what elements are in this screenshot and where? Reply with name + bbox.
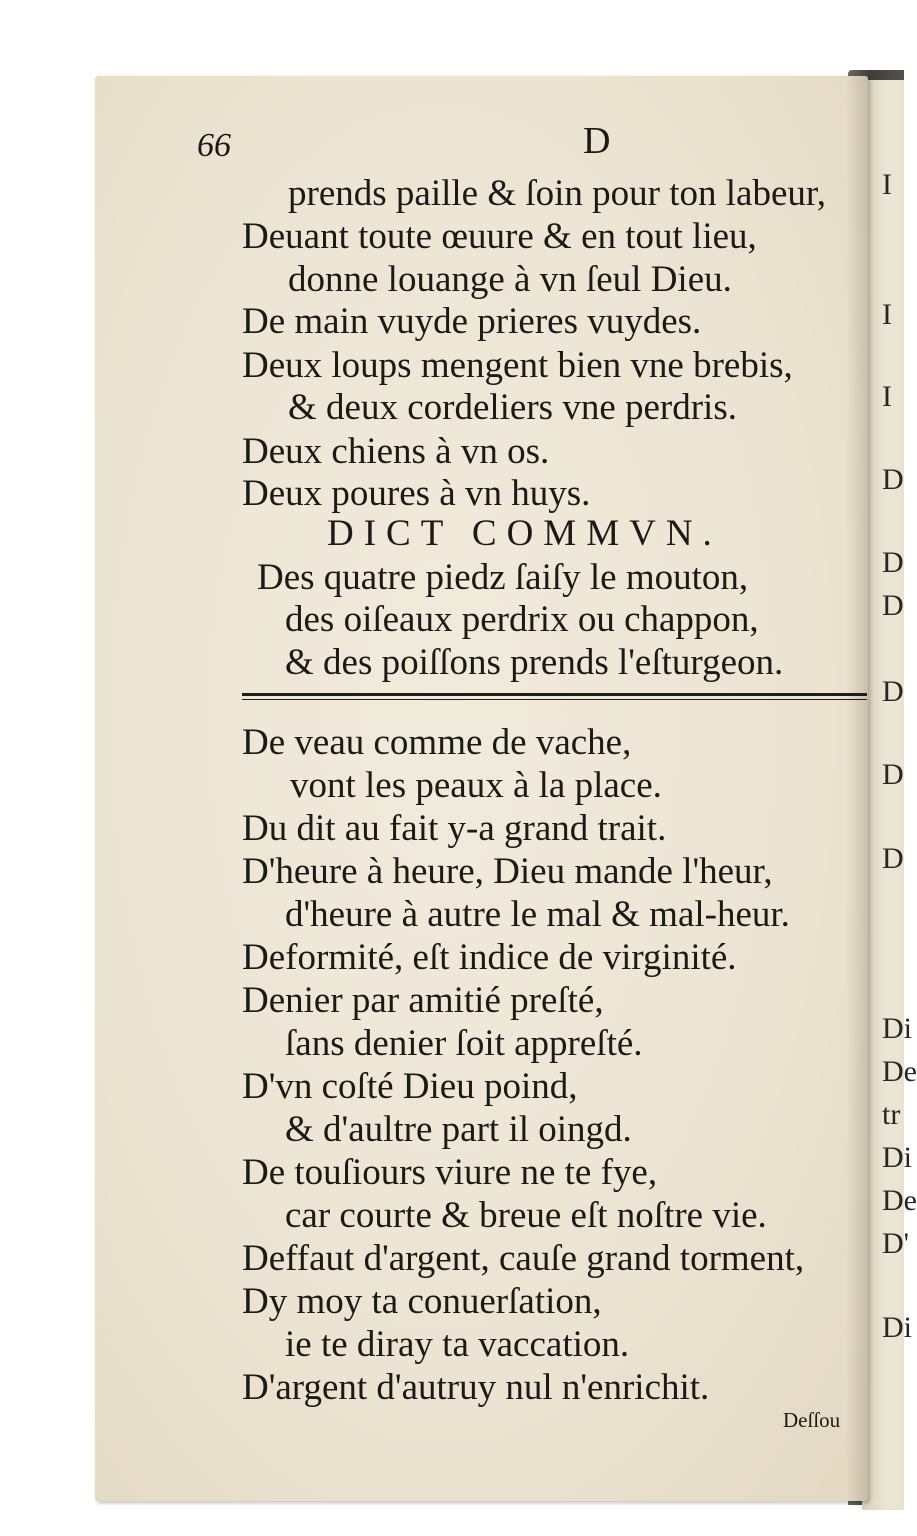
section-heading: DICT COMMVN.	[327, 513, 722, 554]
text-line: De veau comme de vache,	[242, 722, 632, 763]
facing-page-initial: De	[882, 1184, 917, 1217]
text-line: De main vuyde prieres vuydes.	[242, 301, 702, 342]
text-line: prends paille & ſoin pour ton labeur,	[288, 173, 826, 214]
book-page	[95, 76, 868, 1501]
text-line: D'argent d'autruy nul n'enrichit.	[242, 1367, 710, 1408]
facing-page-initial: tr	[882, 1098, 901, 1131]
text-line: Dy moy ta conuerſation,	[242, 1281, 602, 1322]
text-line: ſans denier ſoit appreſté.	[285, 1023, 643, 1064]
page-gutter-shadow	[846, 76, 868, 1501]
text-line: car courte & breue eſt noſtre vie.	[285, 1195, 767, 1236]
text-line: des oiſeaux perdrix ou chappon,	[285, 599, 759, 640]
text-line: & d'aultre part il oingd.	[285, 1109, 632, 1150]
facing-page-initial: I	[882, 168, 892, 201]
text-line: Du dit au fait y-a grand trait.	[242, 808, 667, 849]
page-number: 66	[197, 127, 231, 164]
facing-page-initial: D	[882, 842, 904, 875]
facing-page-initial: Di	[882, 1012, 912, 1045]
text-line: Deffaut d'argent, cauſe grand torment,	[242, 1238, 805, 1279]
text-line: De touſiours viure ne te fye,	[242, 1152, 658, 1193]
facing-page-initial: D	[882, 589, 904, 622]
text-line: D'heure à heure, Dieu mande l'heur,	[242, 851, 773, 892]
text-line: Deux poures à vn huys.	[242, 473, 591, 514]
facing-page-initial: I	[882, 298, 892, 331]
text-line: & deux cordeliers vne perdris.	[288, 387, 737, 428]
text-line: Denier par amitié preſté,	[242, 980, 604, 1021]
facing-page-initial: D'	[882, 1227, 910, 1260]
facing-page-initial: D	[882, 675, 904, 708]
facing-page-initial: Di	[882, 1311, 912, 1344]
section-rule	[242, 699, 867, 700]
text-line: Deuant toute œuure & en tout lieu,	[242, 216, 757, 257]
text-line: Deux loups mengent bien vne brebis,	[242, 345, 793, 386]
facing-page-initial: Di	[882, 1141, 912, 1174]
text-line: ie te diray ta vaccation.	[285, 1324, 630, 1365]
facing-page-initial: De	[882, 1055, 917, 1088]
text-line: Des quatre piedz ſaiſy le mouton,	[257, 557, 749, 598]
text-line: vont les peaux à la place.	[290, 765, 662, 806]
facing-page-initial: D	[882, 546, 904, 579]
facing-page-initial: D	[882, 463, 904, 496]
text-line: Deformité, eſt indice de virginité.	[242, 937, 737, 978]
running-head: D	[583, 120, 611, 162]
facing-page-initial: I	[882, 380, 892, 413]
text-line: Deux chiens à vn os.	[242, 431, 550, 472]
text-line: donne louange à vn ſeul Dieu.	[288, 259, 732, 300]
facing-page-initial: D	[882, 758, 904, 791]
text-line: D'vn coſté Dieu poind,	[242, 1066, 578, 1107]
facing-page	[862, 80, 917, 1510]
catchword: Deſſou	[783, 1408, 841, 1432]
section-rule	[242, 693, 867, 696]
text-line: & des poiſſons prends l'eſturgeon.	[285, 642, 784, 683]
text-line: d'heure à autre le mal & mal-heur.	[285, 894, 790, 935]
